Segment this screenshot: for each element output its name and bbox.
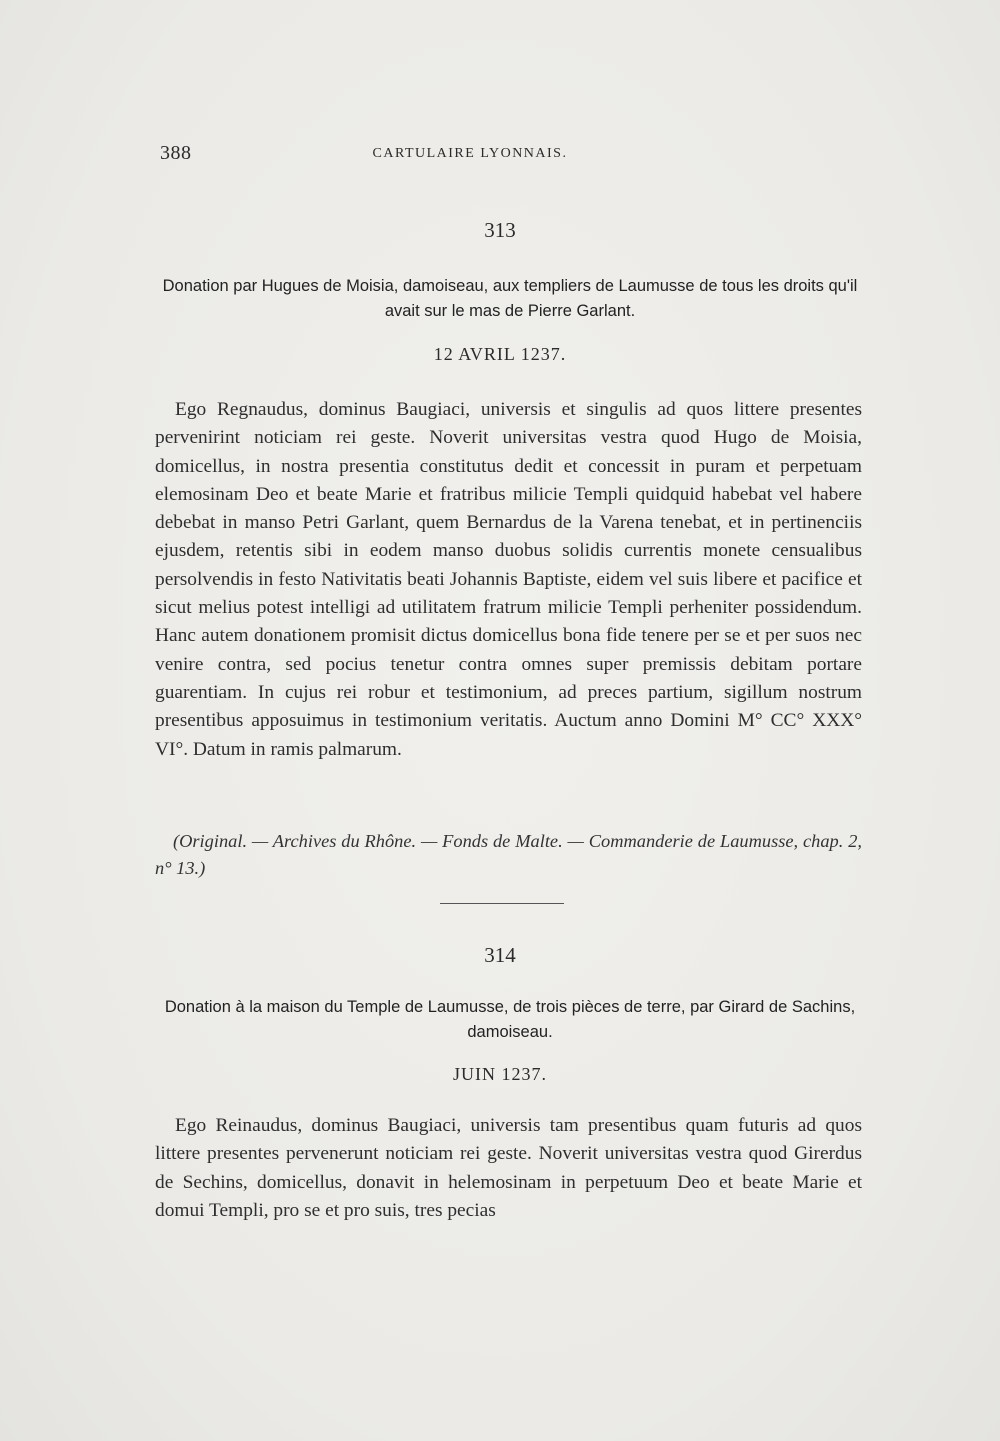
charter-paragraph: Ego Regnaudus, dominus Baugiaci, universis et singulis ad quos littere presentes pervenirint noticiam rei geste. Noverit universitas vestra quod Hugo de Moisia, domicellus, in nostra presentia constitutus dedit et concessit in puram et perpetuam elemosinam Deo et beate Marie et fratribus milicie Templi quidquid habebat vel habere debebat in manso Petri Garlant, quem Bernardus de la Varena tenebat, et in pertinenciis ejusdem, retentis sibi in eodem manso duobus solidis currentis monete censualibus persolvendis in festo Nativitatis beati Johannis Baptiste, eidem vel suis libere et pacifice et sicut melius potest intelligi ad utilitatem fratrum milicie Templi perheniter possidendum. Hanc autem donationem promisit dictus domicellus bona fide tenere per se et per suos nec venire contra, sed pocius tenetur contra omnes super premissis debitam portare guarentiam. In cujus rei robur et testimonium, ad preces partium, sigillum nostrum presentibus apposuimus in testimonium veritatis. Auctum anno Domini M° CC° XXX° VI°. Datum in ramis palmarum. xyxy=(155,399,862,760)
charter-paragraph: Ego Reinaudus, dominus Baugiaci, universis tam presentibus quam futuris ad quos littere presentes pervenerunt noticiam rei geste. Noverit universitas vestra quod Girerdus de Sechins, domicellus, donavit in helemosinam in perpetuum Deo et beate Marie et domui Templi, pro se et pro suis, tres pecias xyxy=(155,1115,862,1221)
entry-number: 314 xyxy=(484,943,516,967)
running-title: CARTULAIRE LYONNAIS. xyxy=(372,146,568,161)
section-divider xyxy=(440,903,564,904)
entry-number: 313 xyxy=(484,218,516,242)
charter-text xyxy=(155,1112,862,1225)
source-citation-text: (Original. — Archives du Rhône. — Fonds de Malte. — Commanderie de Laumusse, chap. 2, n° 13.) xyxy=(155,831,862,878)
page-header xyxy=(160,142,860,168)
entry-summary: Donation par Hugues de Moisia, damoiseau, aux templiers de Laumusse de tous les droits qu'il avait sur le mas de Pierre Garlant. xyxy=(162,277,858,320)
charter-text xyxy=(155,396,862,764)
entry-date: JUIN 1237. xyxy=(453,1064,547,1084)
entry-summary: Donation à la maison du Temple de Laumusse, de trois pièces de terre, par Girard de Sachins, damoiseau. xyxy=(164,998,856,1041)
entry-date: 12 AVRIL 1237. xyxy=(433,344,567,364)
source-citation xyxy=(155,828,862,881)
page-number: 388 xyxy=(160,142,192,164)
